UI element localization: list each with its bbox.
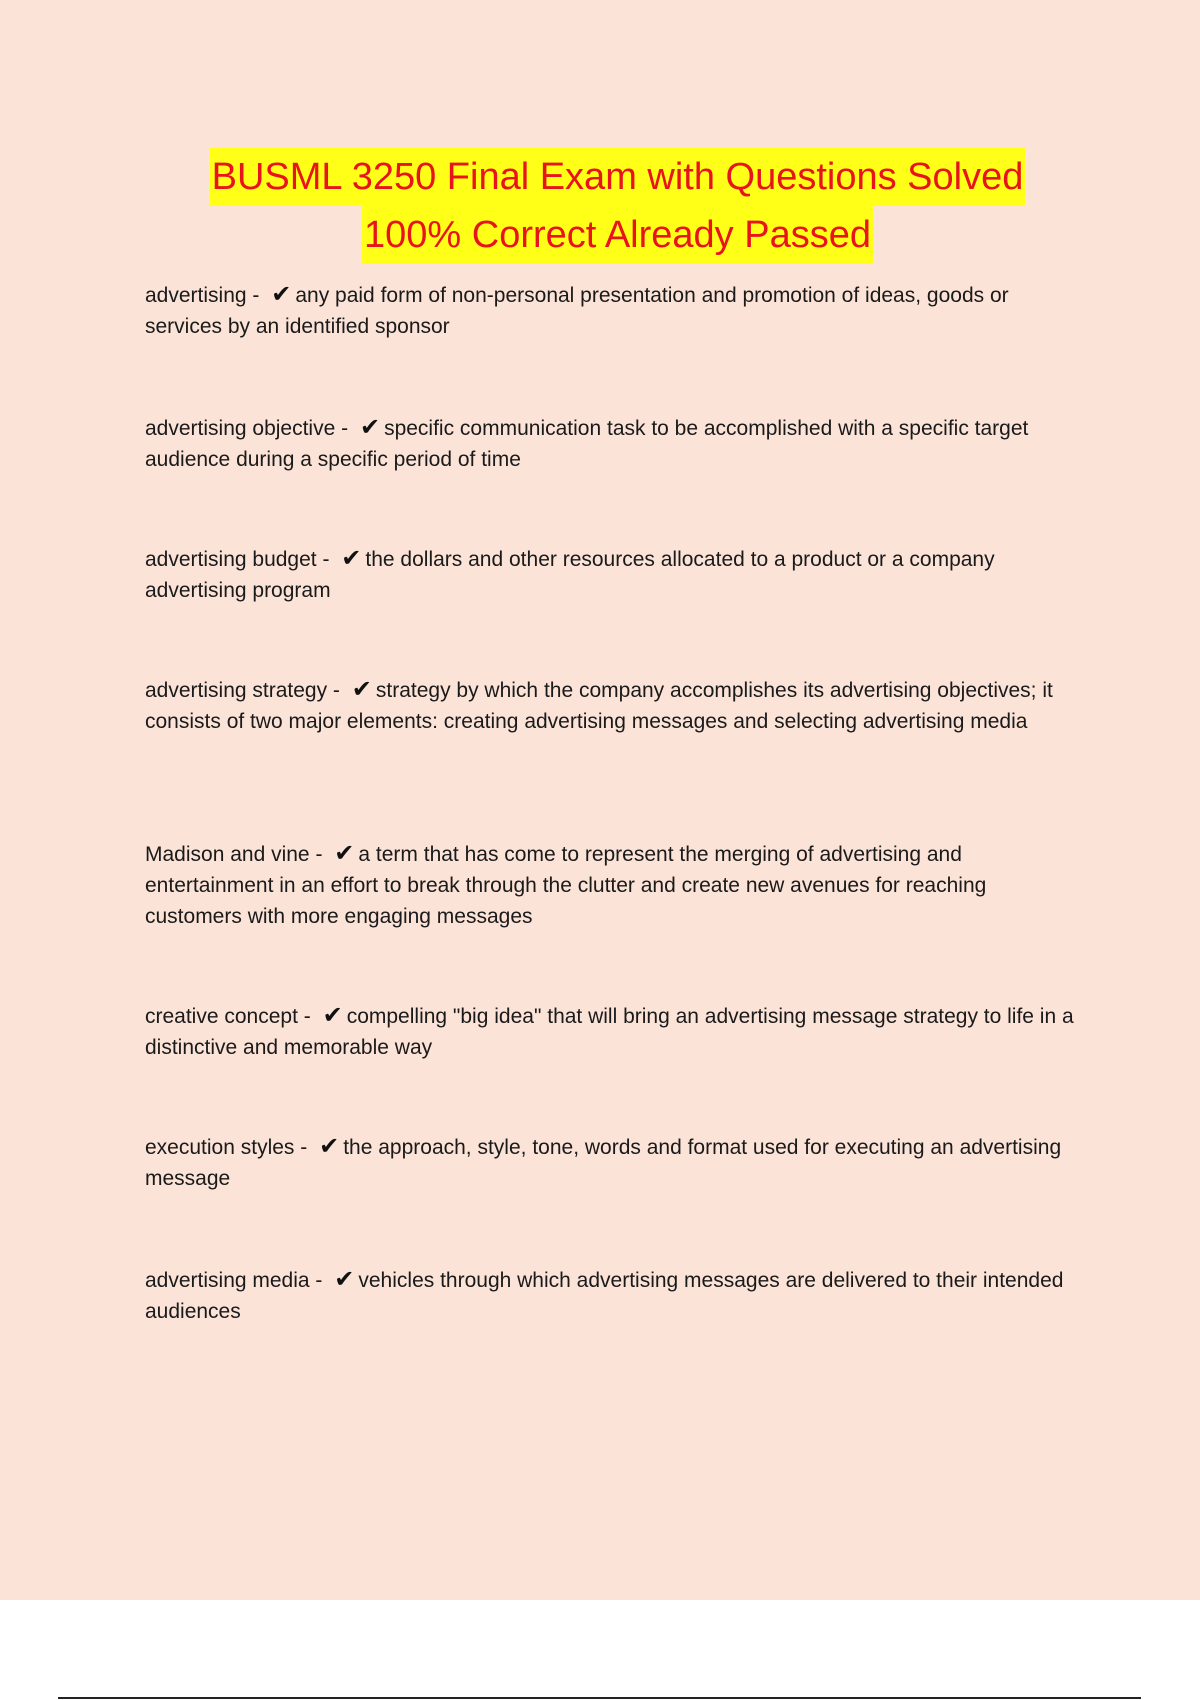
entry-term: advertising <box>145 284 247 307</box>
definition-entry: advertising media - ✔ vehicles through which advertising messages are delivered to their intended audiences <box>145 1266 1064 1323</box>
checkmark-icon: ✔ <box>319 1133 340 1160</box>
definition-entry: advertising budget - ✔ the dollars and other resources allocated to a product or a company advertising program <box>145 545 995 602</box>
entry-term: execution styles <box>145 1136 295 1159</box>
entry-definition: vehicles through which advertising messages are delivered to their intended audiences <box>145 1269 1064 1323</box>
definition-entry: execution styles - ✔ the approach, style, tone, words and format used for executing an advertising message <box>145 1133 1062 1190</box>
entry-definition: specific communication task to be accomplished with a specific target audience during a specific period of time <box>145 417 1029 471</box>
checkmark-icon: ✔ <box>322 1002 343 1029</box>
checkmark-icon: ✔ <box>334 1266 355 1293</box>
checkmark-icon: ✔ <box>271 281 292 308</box>
entry-definition: a term that has come to represent the merging of advertising and entertainment in an effort to break through the clutter and create new avenues for reaching customers with more engaging messages <box>145 843 987 928</box>
entry-term: advertising budget <box>145 548 317 571</box>
title-line-1: BUSML 3250 Final Exam with Questions Solved <box>210 148 1026 206</box>
document-title <box>0 148 1200 264</box>
entry-term: Madison and vine <box>145 843 310 866</box>
title-line-2: 100% Correct Already Passed <box>362 206 873 264</box>
entry-definition: the dollars and other resources allocated to a product or a company advertising program <box>145 548 995 602</box>
entry-definition: compelling "big idea" that will bring an advertising message strategy to life in a distinctive and memorable way <box>145 1005 1074 1059</box>
definition-entry: advertising objective - ✔ specific communication task to be accomplished with a specific target audience during a specific period of time <box>145 414 1029 471</box>
entry-term: creative concept <box>145 1005 298 1028</box>
entry-term: advertising objective <box>145 417 336 440</box>
definition-entry: advertising strategy - ✔ strategy by which the company accomplishes its advertising objectives; it consists of two major elements: creating advertising messages and selecting advertising media <box>145 676 1053 733</box>
checkmark-icon: ✔ <box>334 840 355 867</box>
definition-entry: Madison and vine - ✔ a term that has come to represent the merging of advertising and entertainment in an effort to break through the clutter and create new avenues for reaching customers with more engaging messages <box>145 840 987 928</box>
entry-term: advertising strategy <box>145 679 328 702</box>
entry-definition: strategy by which the company accomplishes its advertising objectives; it consists of two major elements: creating advertising messages and selecting advertising media <box>145 679 1053 733</box>
checkmark-icon: ✔ <box>341 545 362 572</box>
definition-entry: advertising - ✔ any paid form of non-personal presentation and promotion of ideas, goods or services by an identified sponsor <box>145 281 1009 338</box>
entry-definition: the approach, style, tone, words and format used for executing an advertising message <box>145 1136 1062 1190</box>
checkmark-icon: ✔ <box>351 676 372 703</box>
entry-term: advertising media <box>145 1269 310 1292</box>
entry-definition: any paid form of non-personal presentation and promotion of ideas, goods or services by an identified sponsor <box>145 284 1009 338</box>
definition-entry: creative concept - ✔ compelling "big idea" that will bring an advertising message strategy to life in a distinctive and memorable way <box>145 1002 1074 1059</box>
checkmark-icon: ✔ <box>359 414 381 441</box>
footer-divider <box>58 1697 1141 1699</box>
